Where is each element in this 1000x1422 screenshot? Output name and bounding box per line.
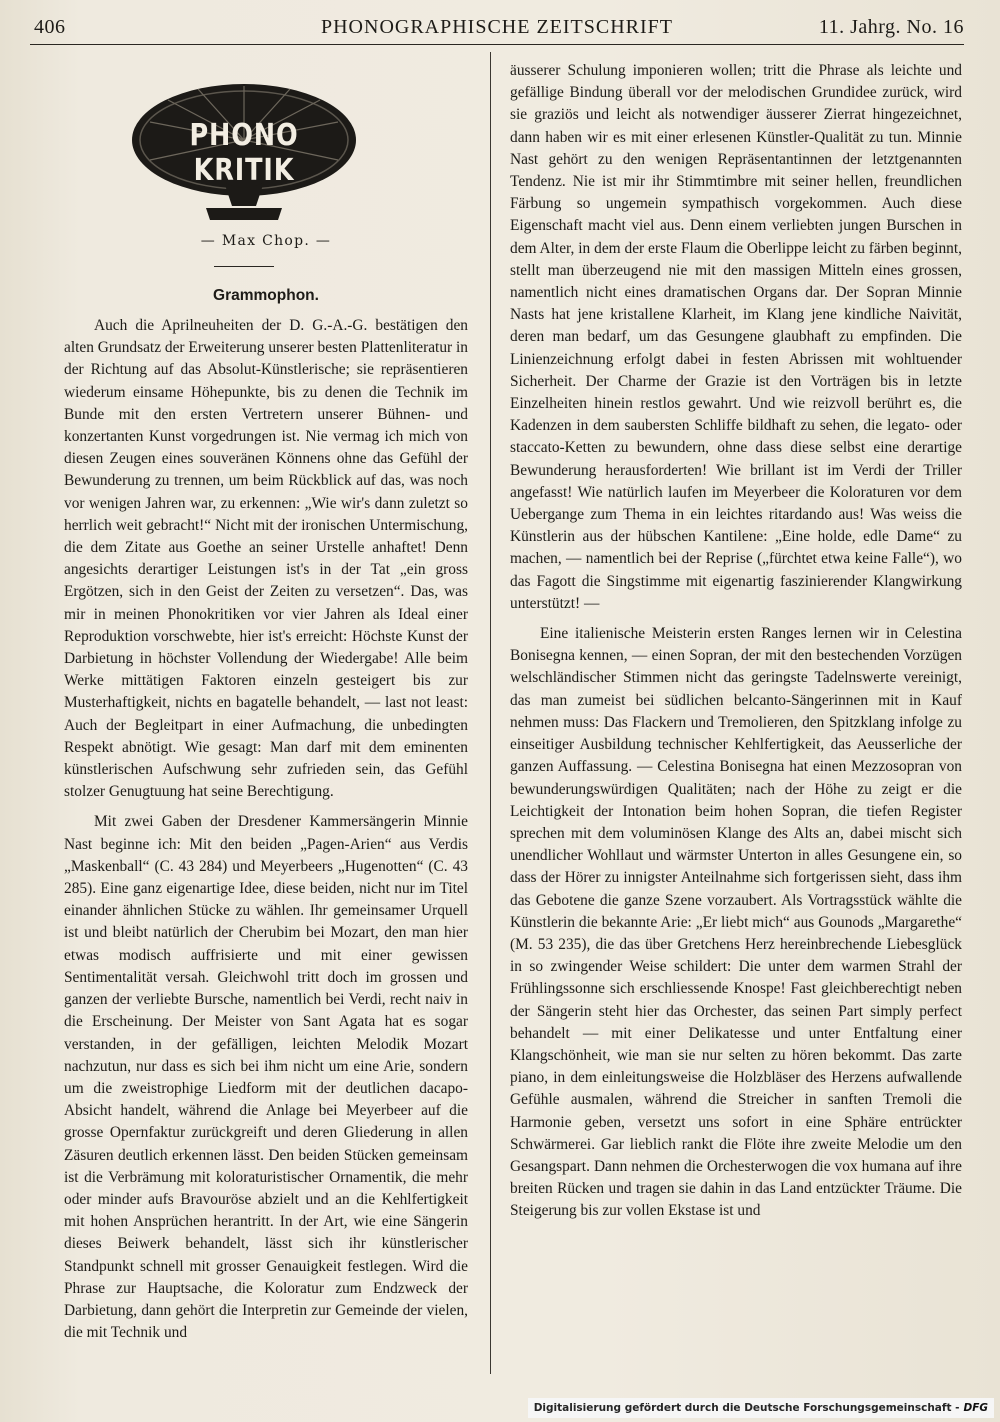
digitization-footer <box>528 1398 994 1418</box>
header-rule <box>30 44 964 45</box>
logo-text: PHONO KRITIK <box>189 118 299 188</box>
right-column <box>510 60 962 1223</box>
journal-title: PHONOGRAPHISCHE ZEITSCHRIFT <box>320 16 674 38</box>
column-divider <box>490 52 491 1374</box>
page-header <box>30 10 964 40</box>
left-paragraph-1: Auch die Aprilneuheiten der D. G.-A.-G. bestätigen den alten Grundsatz der Erweiterung unserer besten Plattenliteratur in der Richtung auf das Absolut-Künstlerische; sie repräsentieren wiederum einsame Höhepunkte, bis zu denen die Technik im Bunde mit den ersten Vertretern unserer Bühnen- und konzertanten Kunst vorgedrungen ist. Nie vermag ich mich von diesen Zeugen eines souveränen Könnens ohne das Gefühl der Bewunderung zu trennen, um beim Rückblick auf das, was noch vor wenigen Jahren war, zu erkennen: „Wie wir's dann zuletzt so herrlich weit gebracht!“ Nicht mit der ironischen Untermischung, die dem Zitate aus Goethe an seiner Urstelle anhaftet! Denn angesichts derartiger Leistungen ist's in der Tat „ein gross Ergötzen, sich in den Geist der Zeiten zu versetzen“. Das, was mir in meinen Phonokritiken vor vier Jahren als Ideal einer Reproduktion vorschwebte, hier ist's erreicht: Höchste Kunst der Darbietung in höchster Vollendung der Wiedergabe! Alle beim Werke mittätigen Faktoren einzeln gesteigert bis zur Musterhaftigkeit, nichts en bagatelle behandelt, — last not least: Auch der Begleitpart in einer Aufmachung, die unbedingten Respekt abnötigt. Wie gesagt: Man darf mit dem eminenten künstlerischen Aufschwung sehr zufrieden sein, das Gefühl stolzer Genugtuung hat seine Berechtigung. <box>64 317 468 801</box>
issue-label: 11. Jahrg. No. 16 <box>818 16 964 38</box>
footer-text: Digitalisierung gefördert durch die Deutsche Forschungsgemeinschaft - <box>533 1402 960 1414</box>
left-column <box>64 315 468 1344</box>
left-paragraph-2: Mit zwei Gaben der Dresdener Kammersängerin Minnie Nast beginne ich: Mit den beiden „Pagen-Arien“ aus Verdis „Maskenball“ (C. 43 284) und Meyerbeers „Hugenotten“ (C. 43 285). Eine ganz eigenartige Idee, diese beiden, nicht nur im Titel einander ähnlichen Stücke zu wählen. Ihr gemeinsamer Urquell ist und bleibt natürlich der Cherubim bei Mozart, den man hier etwas modisch auffrisierte und mit einer gewissen Sentimentalität versah. Gleichwohl tritt doch im grossen und ganzen der verliebte Bursche, namentlich bei Verdi, recht naiv in die Erscheinung. Der Meister von Sant Agata hat es sogar verstanden, in der gefälligen, leichten Melodik Mozart nachzutun, nur dass es sich bei ihm nicht um eine Arie, sondern um die zweistrophige Liedform mit der deutlichen dacapo-Absicht handelt, während die Anlage bei Meyerbeer auf die grosse Opernfaktur zurückgreift und deren Gliederung in allen Zäsuren deutlich erkennen lässt. Den beiden Stücken gemeinsam ist die Verbrämung mit koloraturistischer Ornamentik, die mehr oder minder aufs Bravouröse abzielt und an die Kehlfertigkeit mit hohen Ansprüchen herantritt. In der Art, wie eine Sängerin dieses Beiwerk behandelt, lässt sich ihr künstlerischer Standpunkt schnell mit grosser Genauigkeit festlegen. Wird die Phrase zur Hauptsache, die Koloratur zum Endzweck der Darbietung, dann gehört die Interpretin zur Gemeinde der vielen, die mit Technik und <box>64 813 468 1342</box>
phonokritik-logo <box>128 74 360 224</box>
author-line: — Max Chop. — <box>200 233 332 249</box>
section-title: Grammophon. <box>213 287 319 304</box>
right-paragraph-2: Eine italienische Meisterin ersten Ranges lernen wir in Celestina Bonisegna kennen, — einen Sopran, der mit den bestechenden Vorzügen welschländischer Stimmen nicht das geringste Tadelnswerte vereinigt, das man zumeist bei südlichen belcanto-Sängerinnen mit in Kauf nehmen muss: Das Flackern und Tremolieren, den Spitzklang infolge zu einseitiger Ausbildung technischer Kehlfertigkeit, das Aeusserliche der ganzen Auffassung. — Celestina Bonisegna hat einen Mezzosopran von bewunderungswürdigen Qualitäten; nach der Höhe zu zeigt er die Leichtigkeit der Intonation beim hohen Sopran, die tiefen Register sprechen mit dem voluminösen Klange des Alts an, dabei mischt sich unendlicher Wohllaut und wärmster Unterton in alles Gesungene ein, so dass der Hörer zu innigster Anteilnahme sich fortgerissen sieht, dass ihm das Gebotene die ganze Szene vorzaubert. Als Vortragsstück wählte die Künstlerin die bekannte Arie: „Er liebt mich“ aus Gounods „Margarethe“ (M. 53 235), die das über Gretchens Herz hereinbrechende Liebesglück in so zwingender Weise schildert: Die unter dem warmen Strahl der Frühlingssonne sich erschliessende Knospe! Fast gleichberechtigt neben der Sängerin steht hier das Orchester, das seinen Part simply perfect behandelt — mit einer Delikatesse und unter Entfaltung einer Klangschönheit, wie man sie nur selten zu hören bekommt. Das zarte piano, in dem einleitungsweise die Holzbläser des Herzens aufwallende Gefühle ausmalen, während die Streicher in sanften Tremoli die Harmonie geben, versetzt uns sofort in eine Sphäre entrückter Schwärmerei. Gar lieblich rankt die Flöte ihre zweite Melodie um den Gesangspart. Dann nehmen die Orchesterwogen die vox humana auf ihre breiten Rücken und tragen sie dahin in das Land entzückter Träume. Die Steigerung bis zur vollen Ekstase ist und <box>510 625 962 1220</box>
right-paragraph-1: äusserer Schulung imponieren wollen; tritt die Phrase als leichte und gefällige Bindung überall vor der melodischen Grundidee zurück, wird sie graziös und leicht als notwendiger äusserer Zierrat hingezeichnet, dann haben wir es mit einer erlesenen Künstler-Qualität zu tun. Minnie Nast gehört zu den wenigen Repräsentantinnen der letztgenannten Tendenz. Nie ist mir ihr Stimmtimbre mit seiner hellen, freundlichen Färbung so ungemein sympathisch vorgekommen. Auch diese Eigenschaft macht viel aus. Denn einem verliebten jungen Burschen in dem Alter, in dem der erste Flaum die Oberlippe leicht zu färben beginnt, stellt man überzeugend nie mit den massigen Mitteln eines grossen, namentlich nicht eines dramatischen Organs dar. Der Sopran Minnie Nasts hat jene kristallene Klarheit, im Klang jene kindliche Naivität, deren man bedarf, um das Gesungene glaubhaft zu empfinden. Die Linienzeichnung erfolgt dabei in festen Abrissen mit wohltuender Sicherheit. Der Charme der Grazie ist den Vorträgen bis in letzte Einzelheiten hinein restlos gewahrt. Und wie reizvoll berührt es, die Kadenzen in dem saubersten Schliffe bildhaft zu sehen, die legato- oder staccato-Ketten zu bewundern, ohne dass diese selbst eine derartige Bewunderung herausforderten! Wie brillant ist im Verdi der Triller angefasst! Wie natürlich laufen im Meyerbeer die Koloraturen vor dem Uebergange zum Thema in ein leichtes ritardando aus! Was weiss die Künstlerin aus der hübschen Kantilene: „Eine holde, edle Dame“ zu machen, — namentlich bei der Reprise („fürchtet etwa keine Falle“), wo das Fagott die Singstimme mit eigenartig faszinierender Klangwirkung unterstützt! — <box>510 62 962 612</box>
short-rule <box>214 266 274 267</box>
page-number: 406 <box>34 16 66 38</box>
dfg-logo: DFG <box>963 1402 988 1414</box>
